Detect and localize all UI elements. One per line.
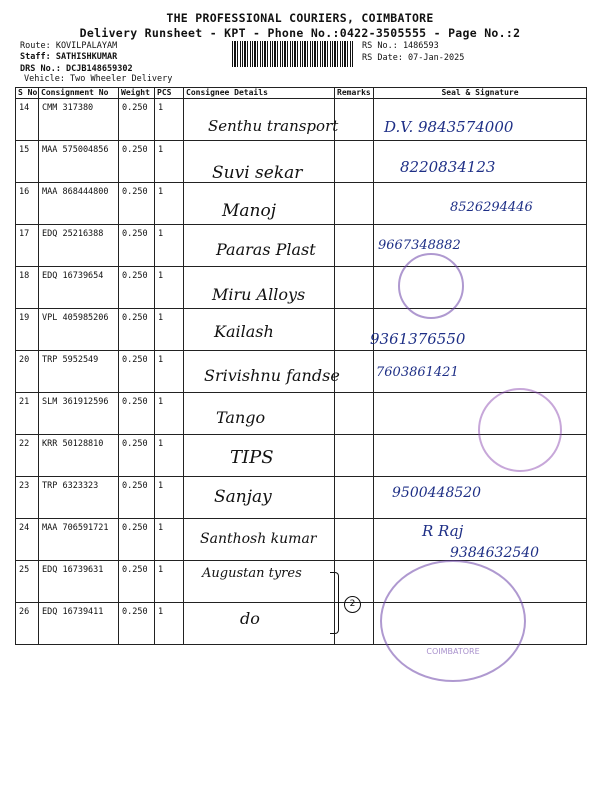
row-weight: 0.250 <box>119 603 155 645</box>
row-consignment: MAA 868444800 <box>39 183 119 225</box>
row-weight: 0.250 <box>119 309 155 351</box>
runsheet-subtitle: Delivery Runsheet - KPT - Phone No.:0422-3505555 - Page No.:2 <box>79 26 521 40</box>
row-pcs: 1 <box>155 267 184 309</box>
row-remarks <box>335 183 374 225</box>
handwritten-consignee: Miru Alloys <box>212 285 306 304</box>
row-consignment: SLM 361912596 <box>39 393 119 435</box>
row-remarks <box>335 393 374 435</box>
row-remarks <box>335 99 374 141</box>
handwritten-consignee: Senthu transport <box>208 117 339 135</box>
handwritten-consignee: do <box>240 609 260 628</box>
row-sno: 16 <box>16 183 39 225</box>
row-sno: 19 <box>16 309 39 351</box>
handwritten-consignee: Augustan tyres <box>202 566 302 581</box>
row-weight: 0.250 <box>119 519 155 561</box>
row-consignment: MAA 575004856 <box>39 141 119 183</box>
row-weight: 0.250 <box>119 561 155 603</box>
row-weight: 0.250 <box>119 393 155 435</box>
row-pcs: 1 <box>155 435 184 477</box>
row-sno: 14 <box>16 99 39 141</box>
vehicle-label: Vehicle: Two Wheeler Delivery <box>24 74 173 84</box>
handwritten-signature: 8220834123 <box>400 158 496 176</box>
row-consignment: VPL 405985206 <box>39 309 119 351</box>
staff-label: Staff: SATHISHKUMAR <box>20 52 118 62</box>
company-title: THE PROFESSIONAL COURIERS, COIMBATORE <box>166 11 434 25</box>
row-pcs: 1 <box>155 99 184 141</box>
row-consignment: TRP 6323323 <box>39 477 119 519</box>
row-consignment: TRP 5952549 <box>39 351 119 393</box>
handwritten-consignee: Manoj <box>222 201 276 221</box>
drs-label: DRS No.: DCJB148659302 <box>20 64 133 74</box>
row-consignment: CMM 317380 <box>39 99 119 141</box>
row-pcs: 1 <box>155 519 184 561</box>
row-weight: 0.250 <box>119 99 155 141</box>
row-weight: 0.250 <box>119 435 155 477</box>
rs-number: RS No.: 1486593 <box>362 41 439 51</box>
table-row <box>16 309 587 351</box>
row-consignment: EDQ 16739411 <box>39 603 119 645</box>
row-weight: 0.250 <box>119 183 155 225</box>
route-label: Route: KOVILPALAYAM <box>20 41 118 51</box>
row-consignment: EDQ 25216388 <box>39 225 119 267</box>
row-consignment: EDQ 16739654 <box>39 267 119 309</box>
circled-number: 2 <box>344 596 361 613</box>
row-pcs: 1 <box>155 393 184 435</box>
table-header-row <box>16 88 587 99</box>
handwritten-consignee: Santhosh kumar <box>200 531 317 547</box>
row-sno: 24 <box>16 519 39 561</box>
row-pcs: 1 <box>155 141 184 183</box>
row-sno: 20 <box>16 351 39 393</box>
row-remarks <box>335 519 374 561</box>
row-sno: 18 <box>16 267 39 309</box>
handwritten-signature: 9384632540 <box>450 545 540 561</box>
handwritten-signature: 7603861421 <box>376 365 459 380</box>
row-remarks <box>335 141 374 183</box>
col-header-sno: S No <box>16 88 39 99</box>
handwritten-consignee: TIPS <box>230 447 274 468</box>
row-pcs: 1 <box>155 561 184 603</box>
col-header-remarks: Remarks <box>335 88 374 99</box>
rubber-stamp-2 <box>478 388 562 472</box>
row-sno: 25 <box>16 561 39 603</box>
row-pcs: 1 <box>155 183 184 225</box>
col-header-signature: Seal & Signature <box>374 88 587 99</box>
stamp-city: COIMBATORE <box>426 647 480 656</box>
row-weight: 0.250 <box>119 267 155 309</box>
row-remarks <box>335 267 374 309</box>
col-header-consignment: Consignment No <box>39 88 119 99</box>
barcode <box>232 41 354 67</box>
row-sno: 17 <box>16 225 39 267</box>
table-row <box>16 477 587 519</box>
row-remarks <box>335 351 374 393</box>
row-remarks <box>335 309 374 351</box>
row-pcs: 1 <box>155 309 184 351</box>
row-pcs: 1 <box>155 603 184 645</box>
row-remarks <box>335 477 374 519</box>
rubber-stamp-1 <box>398 253 464 319</box>
handwritten-consignee: Suvi sekar <box>212 163 303 183</box>
handwritten-signature: 9361376550 <box>370 330 466 348</box>
company-seal-stamp <box>380 560 526 682</box>
row-sno: 15 <box>16 141 39 183</box>
row-pcs: 1 <box>155 351 184 393</box>
row-weight: 0.250 <box>119 225 155 267</box>
rs-date: RS Date: 07-Jan-2025 <box>362 53 465 63</box>
row-sno: 21 <box>16 393 39 435</box>
handwritten-signature: 9500448520 <box>392 485 482 501</box>
bracket-mark <box>330 572 339 634</box>
row-pcs: 1 <box>155 225 184 267</box>
handwritten-consignee: Sanjay <box>214 487 272 507</box>
handwritten-signature: D.V. 9843574000 <box>384 118 514 136</box>
row-consignment: KRR 50128810 <box>39 435 119 477</box>
handwritten-consignee: Srivishnu fandse <box>204 366 340 385</box>
row-consignment: MAA 706591721 <box>39 519 119 561</box>
row-consignment: EDQ 16739631 <box>39 561 119 603</box>
row-sno: 23 <box>16 477 39 519</box>
col-header-pcs: PCS <box>155 88 184 99</box>
col-header-consignee: Consignee Details <box>184 88 335 99</box>
row-weight: 0.250 <box>119 351 155 393</box>
row-sno: 26 <box>16 603 39 645</box>
handwritten-consignee: Kailash <box>214 322 274 341</box>
handwritten-signature: R Raj <box>422 522 464 540</box>
handwritten-signature: 8526294446 <box>450 200 533 215</box>
row-weight: 0.250 <box>119 477 155 519</box>
row-weight: 0.250 <box>119 141 155 183</box>
row-remarks <box>335 435 374 477</box>
row-remarks <box>335 225 374 267</box>
handwritten-consignee: Paaras Plast <box>216 240 316 259</box>
handwritten-consignee: Tango <box>216 408 266 427</box>
col-header-weight: Weight <box>119 88 155 99</box>
handwritten-signature: 9667348882 <box>378 238 461 253</box>
row-sno: 22 <box>16 435 39 477</box>
row-pcs: 1 <box>155 477 184 519</box>
